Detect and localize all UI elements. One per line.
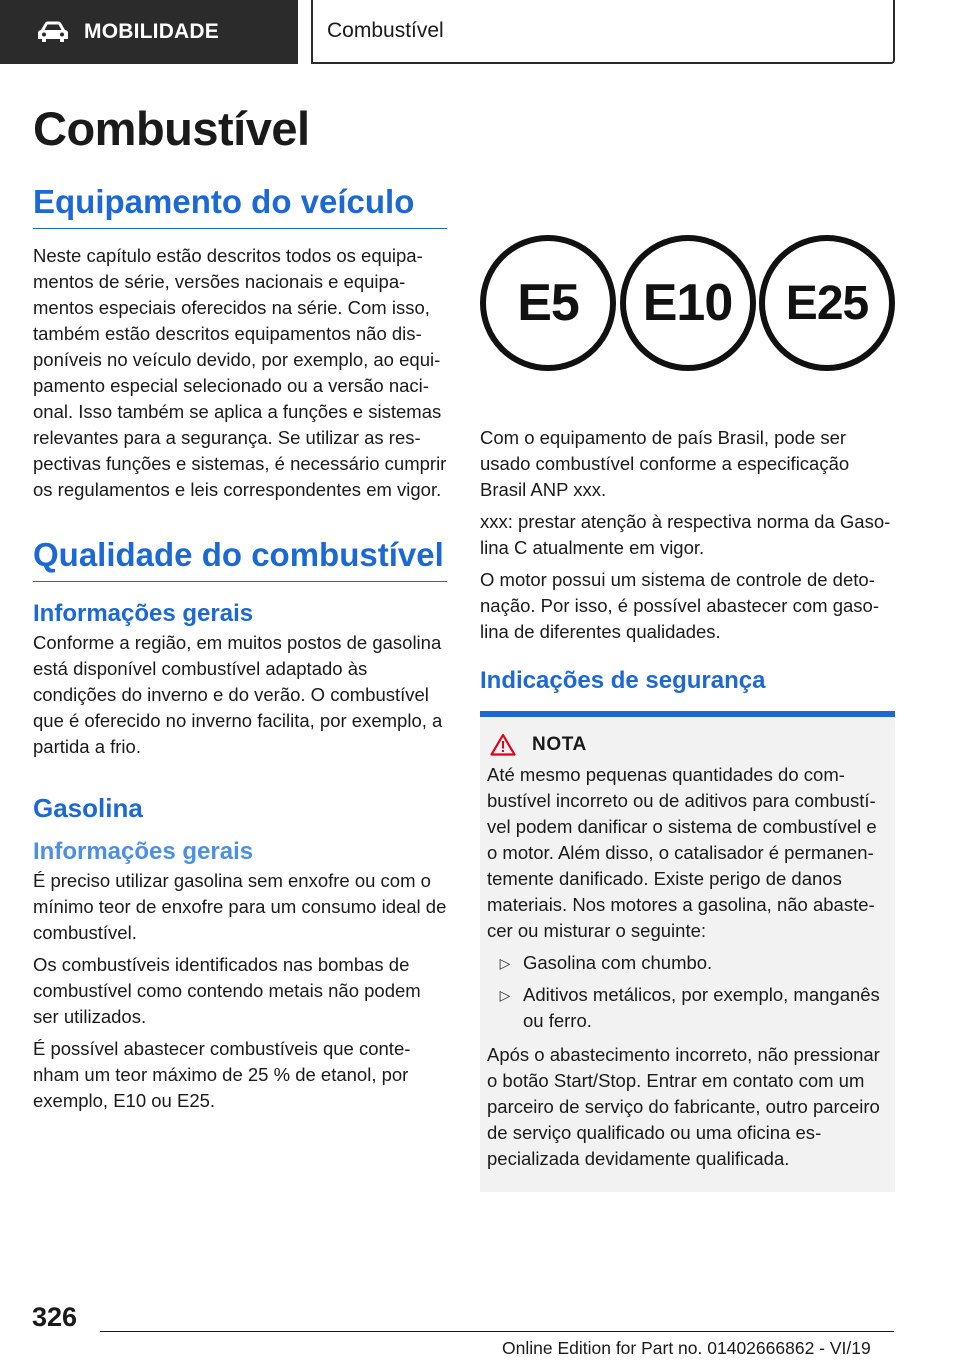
car-icon bbox=[36, 20, 70, 44]
paragraph-general-info: Conforme a região, em muitos postos de gasolina está disponível combustível adaptado às condições do inverno e do verão. O combustível que é oferecido no inverno facilita, por exemplo, a partida a frio. bbox=[33, 632, 443, 757]
paragraph-gasoline-1: É preciso utilizar gasolina sem enxofre ou com o mínimo teor de enxofre para um consumo ideal de combustível. bbox=[33, 870, 447, 943]
notice-bullet-1: Gasolina com chumbo. bbox=[523, 952, 713, 973]
heading-gasoline-info: Informações gerais bbox=[33, 838, 254, 865]
notice-box bbox=[480, 711, 895, 1192]
heading-safety: Indicações de segurança bbox=[480, 667, 766, 694]
notice-text: Até mesmo pequenas quantidades do combustível incorreto ou de aditivos para combustível podem danificar o sistema de combustível e o motor. Além disso, o catalisador é permanentemente danificado. Existe perigo de danos materiais. Nos motores a gasolina, não abastecer ou misturar o seguinte: bbox=[487, 764, 877, 941]
bullet-triangle-icon: ▷ bbox=[499, 987, 511, 1003]
section-tab[interactable] bbox=[0, 0, 298, 64]
chapter-label: Combustível bbox=[327, 19, 444, 42]
page-title: Combustível bbox=[33, 102, 310, 155]
heading-equipment: Equipamento do veículo bbox=[33, 180, 447, 229]
page-number: 326 bbox=[32, 1302, 78, 1332]
paragraph-equipment: Neste capítulo estão descritos todos os equipamentos de série, versões nacionais e equipamentos especiais oferecidos na série. Com isso, também estão descritos equipamentos não disponíveis no veículo devido, por exemplo, ao equipamento especial selecionado ou a versão nacional. Isso também se aplica a funções e sistemas relevantes para a segurança. Se utilizar as respectivas funções e sistemas, é necessário cumprir os regulamentos e leis correspondentes em vigor. bbox=[33, 245, 447, 500]
right-column bbox=[480, 235, 895, 1192]
footer-divider bbox=[100, 1331, 894, 1332]
warning-triangle-icon bbox=[490, 733, 516, 756]
list-item bbox=[487, 982, 887, 1034]
left-column bbox=[33, 98, 447, 1114]
footer-edition: Online Edition for Part no. 01402666862 - VI/19 bbox=[502, 1338, 871, 1358]
heading-general-info: Informações gerais bbox=[33, 600, 254, 627]
fuel-signs bbox=[480, 235, 895, 395]
notice-header bbox=[490, 733, 887, 756]
bullet-triangle-icon: ▷ bbox=[499, 955, 511, 971]
paragraph-xxx: xxx: prestar atenção à respectiva norma da Gasolina C atualmente em vigor. bbox=[480, 511, 891, 558]
fuel-sign-e10: E10 bbox=[620, 235, 756, 371]
paragraph-knock-control: O motor possui um sistema de controle de detonação. Por isso, é possível abastecer com gasolina de diferentes qualidades. bbox=[480, 569, 879, 642]
notice-after: Após o abastecimento incorreto, não pressionar o botão Start/Stop. Entrar em contato com um parceiro de serviço do fabricante, outro parceiro de serviço qualificado ou uma oficina especializada devidamente qualificada. bbox=[487, 1044, 880, 1169]
paragraph-brasil: Com o equipamento de país Brasil, pode ser usado combustível conforme a especificação Brasil ANP xxx. bbox=[480, 427, 850, 500]
fuel-sign-e5: E5 bbox=[480, 235, 616, 371]
fuel-sign-e25: E25 bbox=[759, 235, 895, 371]
heading-fuel-quality: Qualidade do combustível bbox=[33, 533, 447, 582]
notice-bullet-2: Aditivos metálicos, por exemplo, manganês ou ferro. bbox=[523, 984, 880, 1031]
paragraph-gasoline-3: É possível abastecer combustíveis que contenham um teor máximo de 25 % de etanol, por exemplo, E10 ou E25. bbox=[33, 1038, 411, 1111]
section-label: MOBILIDADE bbox=[84, 20, 219, 43]
list-item bbox=[487, 950, 887, 976]
paragraph-gasoline-2: Os combustíveis identificados nas bombas de combustível como contendo metais não podem ser utilizados. bbox=[33, 954, 421, 1027]
heading-gasoline: Gasolina bbox=[33, 793, 143, 823]
chapter-tab[interactable] bbox=[311, 0, 895, 64]
notice-label: NOTA bbox=[532, 733, 587, 755]
